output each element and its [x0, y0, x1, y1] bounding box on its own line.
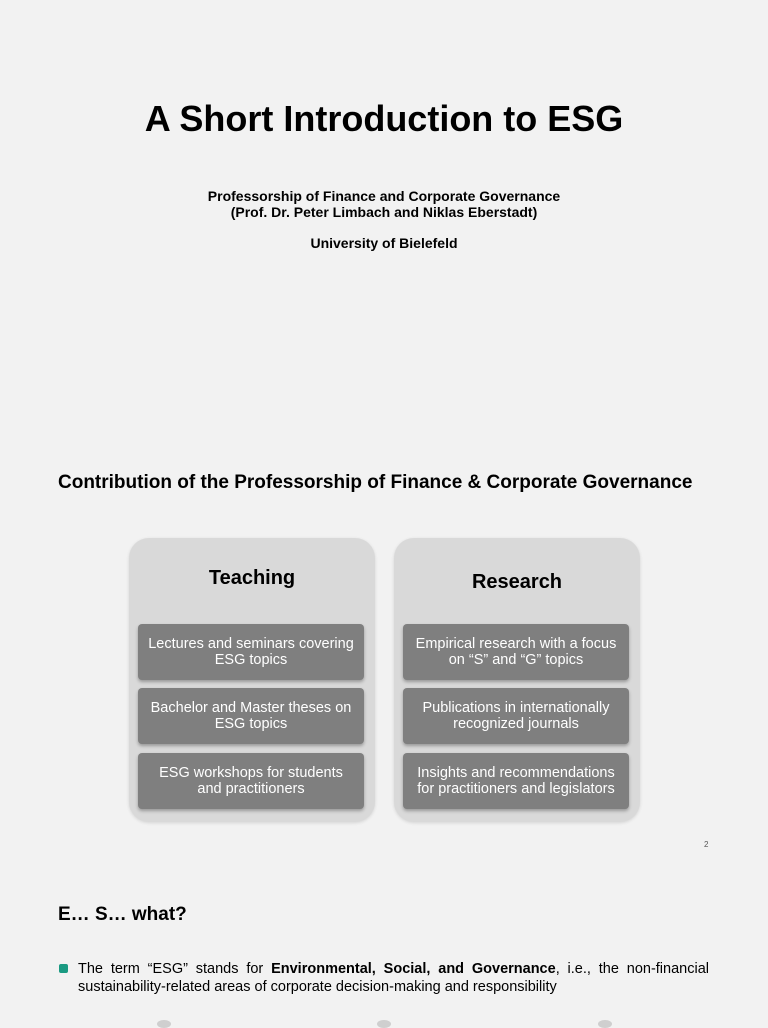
document-title: A Short Introduction to ESG: [144, 98, 624, 139]
teaching-item: [138, 753, 364, 809]
cropped-shape: [157, 1020, 171, 1028]
teaching-title: Teaching: [208, 567, 296, 589]
research-item-line: Insights and recommendations: [417, 765, 615, 781]
research-item: [403, 753, 629, 809]
cropped-shape: [377, 1020, 391, 1028]
bullet-emphasis: Environmental, Social, and Governance: [271, 961, 556, 977]
cropped-shape: [598, 1020, 612, 1028]
page-number: 2: [704, 840, 709, 849]
teaching-item-line: Bachelor and Master theses on: [150, 700, 352, 716]
contribution-heading: Contribution of the Professorship of Finance & Corporate Governance: [58, 472, 693, 493]
professorship-name: Professorship of Finance and Corporate Governance: [207, 188, 561, 204]
teaching-item: [138, 624, 364, 680]
research-title: Research: [471, 571, 563, 593]
teaching-item-line: Lectures and seminars covering: [148, 636, 354, 652]
research-item-line: for practitioners and legislators: [417, 781, 615, 797]
teaching-item-line: ESG topics: [214, 716, 288, 732]
research-item-line: on “S” and “G” topics: [448, 652, 584, 668]
teaching-panel: [129, 538, 375, 822]
research-item-line: Publications in internationally: [422, 700, 610, 716]
bullet-prefix: The term “ESG” stands for: [78, 961, 272, 977]
research-item: [403, 688, 629, 744]
university-name: University of Bielefeld: [310, 235, 458, 251]
authors-block: [0, 188, 768, 220]
esg-definition-bullet: [78, 960, 709, 996]
research-item-line: Empirical research with a focus: [415, 636, 617, 652]
bullet-suffix: , i.e., the non-financial sustainability-related areas of corporate decision-making and responsibility: [78, 961, 709, 995]
esg-section-heading: E… S… what?: [58, 904, 187, 925]
research-item: [403, 624, 629, 680]
teaching-item-line: and practitioners: [197, 781, 305, 797]
teaching-item: [138, 688, 364, 744]
authors-names: (Prof. Dr. Peter Limbach and Niklas Eberstadt): [230, 204, 538, 220]
teaching-item-line: ESG topics: [214, 652, 288, 668]
research-panel: [394, 538, 640, 822]
teaching-item-line: ESG workshops for students: [159, 765, 343, 781]
research-item-line: recognized journals: [453, 716, 579, 732]
bullet-square-icon: [59, 964, 68, 973]
